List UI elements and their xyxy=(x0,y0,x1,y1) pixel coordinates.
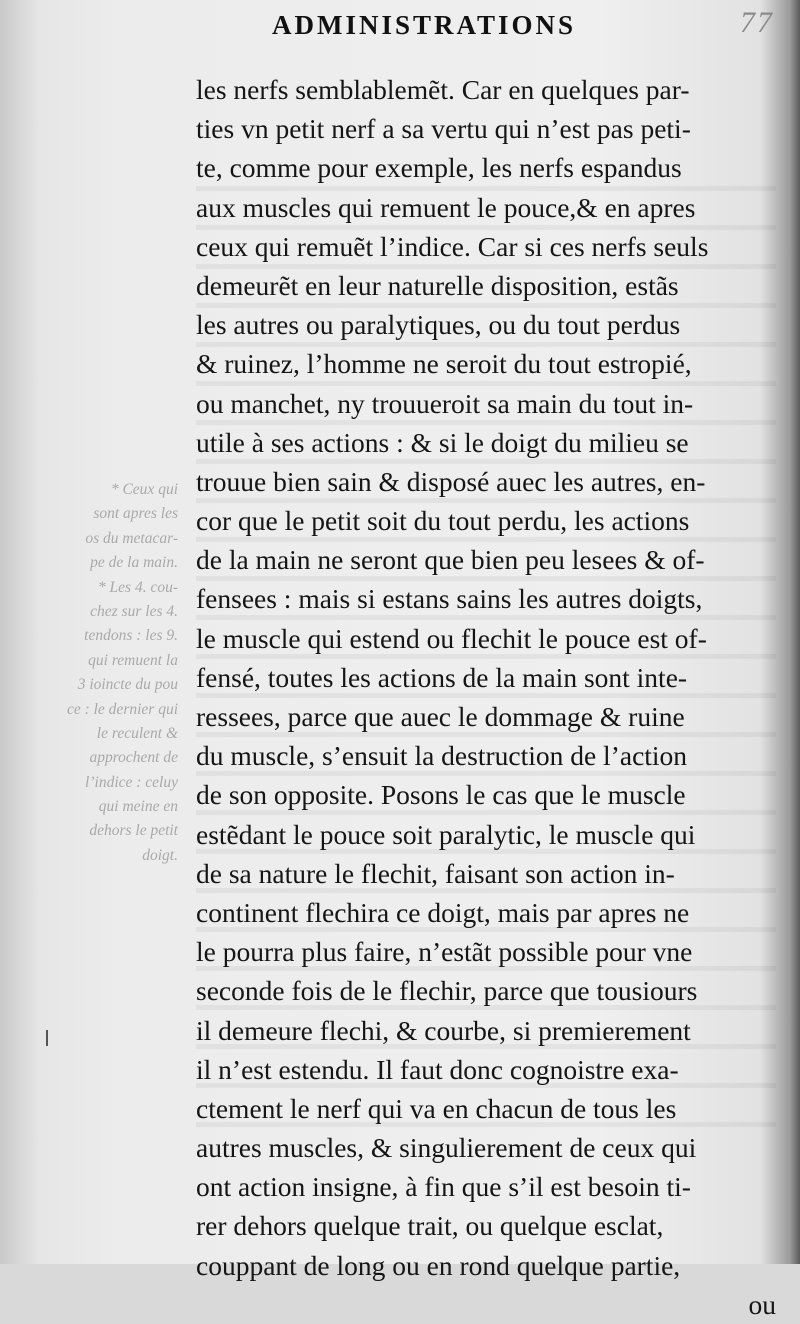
text-line: estẽdant le pouce soit paralytic, le muscle qui xyxy=(196,818,696,850)
margin-note-line: sont apres les xyxy=(93,505,178,523)
text-line: & ruinez, l’homme ne seroit du tout estropié, xyxy=(196,348,692,380)
margin-notes xyxy=(30,478,178,868)
text-line: te, comme pour exemple, les nerfs espandus xyxy=(196,152,682,184)
margin-note-line: pe de la main. xyxy=(90,554,178,572)
margin-note-line: ce : le dernier qui xyxy=(66,700,178,718)
body-text xyxy=(196,70,776,1324)
text-line: aux muscles qui remuent le pouce,& en apres xyxy=(196,191,696,223)
margin-note-line: qui meine en xyxy=(98,798,178,816)
margin-note-line: approchent de xyxy=(89,749,178,767)
text-line: ressees, parce que auec le dommage & ruine xyxy=(196,701,685,732)
margin-note-line: chez sur les 4. xyxy=(90,602,178,620)
text-line: le pourra plus faire, n’estãt possible pour vne xyxy=(196,936,693,968)
text-line: autres muscles, & singulierement de ceux qui xyxy=(196,1132,697,1164)
text-line: il demeure flechi, & courbe, si premierement xyxy=(196,1014,691,1046)
text-line: fensé, toutes les actions de la main sont inte- xyxy=(196,661,688,693)
page-number: 77 xyxy=(740,6,774,39)
margin-note-line: 3 ioincte du pou xyxy=(77,676,178,694)
margin-mark xyxy=(46,1030,48,1046)
text-line: ont action insigne, à fin que s’il est besoin ti- xyxy=(196,1171,691,1203)
text-line: cor que le petit soit du tout perdu, les actions xyxy=(196,505,690,537)
margin-note-line: tendons : les 9. xyxy=(84,627,178,645)
text-line: de sa nature le flechit, faisant son action in- xyxy=(196,857,675,889)
margin-note-line: le reculent & xyxy=(96,724,178,742)
margin-note-line: doigt. xyxy=(142,846,178,864)
text-line: ou manchet, ny trouueroit sa main du tout in- xyxy=(196,387,694,419)
text-line: ceux qui remuẽt l’indice. Car si ces nerfs seuls xyxy=(196,230,709,262)
text-line: trouue bien sain & disposé auec les autres, en- xyxy=(196,465,706,497)
text-line: du muscle, s’ensuit la destruction de l’action xyxy=(196,740,688,772)
margin-note-line: * Ceux qui xyxy=(110,481,178,498)
margin-note-line: dehors le petit xyxy=(89,822,178,840)
text-line: couppant de long ou en rond quelque partie, xyxy=(196,1249,681,1281)
text-line: demeurẽt en leur naturelle disposition, estãs xyxy=(196,269,679,301)
text-line: ctement le nerf qui va en chacun de tous les xyxy=(196,1092,677,1124)
text-line: utile à ses actions : & si le doigt du milieu se xyxy=(196,426,689,458)
text-line: rer dehors quelque trait, ou quelque esclat, xyxy=(196,1210,664,1242)
text-line: il n’est estendu. Il faut donc cognoistre exa- xyxy=(196,1053,679,1085)
text-line: de son opposite. Posons le cas que le muscle xyxy=(196,779,686,811)
text-line: le muscle qui estend ou flechit le pouce est of- xyxy=(196,622,707,654)
text-line: fensees : mais si estans sains les autres doigts, xyxy=(196,583,703,615)
text-line: ties vn petit nerf a sa vertu qui n’est pas peti- xyxy=(196,113,691,145)
text-line: continent flechira ce doigt, mais par apres ne xyxy=(196,896,690,928)
text-line: seconde fois de le flechir, parce que tousiours xyxy=(196,975,698,1007)
margin-note-line: os du metacar- xyxy=(85,529,178,547)
text-line: les autres ou paralytiques, ou du tout perdus xyxy=(196,309,681,341)
catchword: ou xyxy=(748,1288,776,1320)
text-line: les nerfs semblablemẽt. Car en quelques par- xyxy=(196,74,690,105)
margin-note-line: l’indice : celuy xyxy=(85,773,178,791)
margin-note-line: * Les 4. cou- xyxy=(97,578,178,596)
text-line: de la main ne seront que bien peu lesees & of- xyxy=(196,544,705,576)
margin-note-line: qui remuent la xyxy=(88,651,178,669)
running-head: ADMINISTRATIONS xyxy=(272,10,577,40)
